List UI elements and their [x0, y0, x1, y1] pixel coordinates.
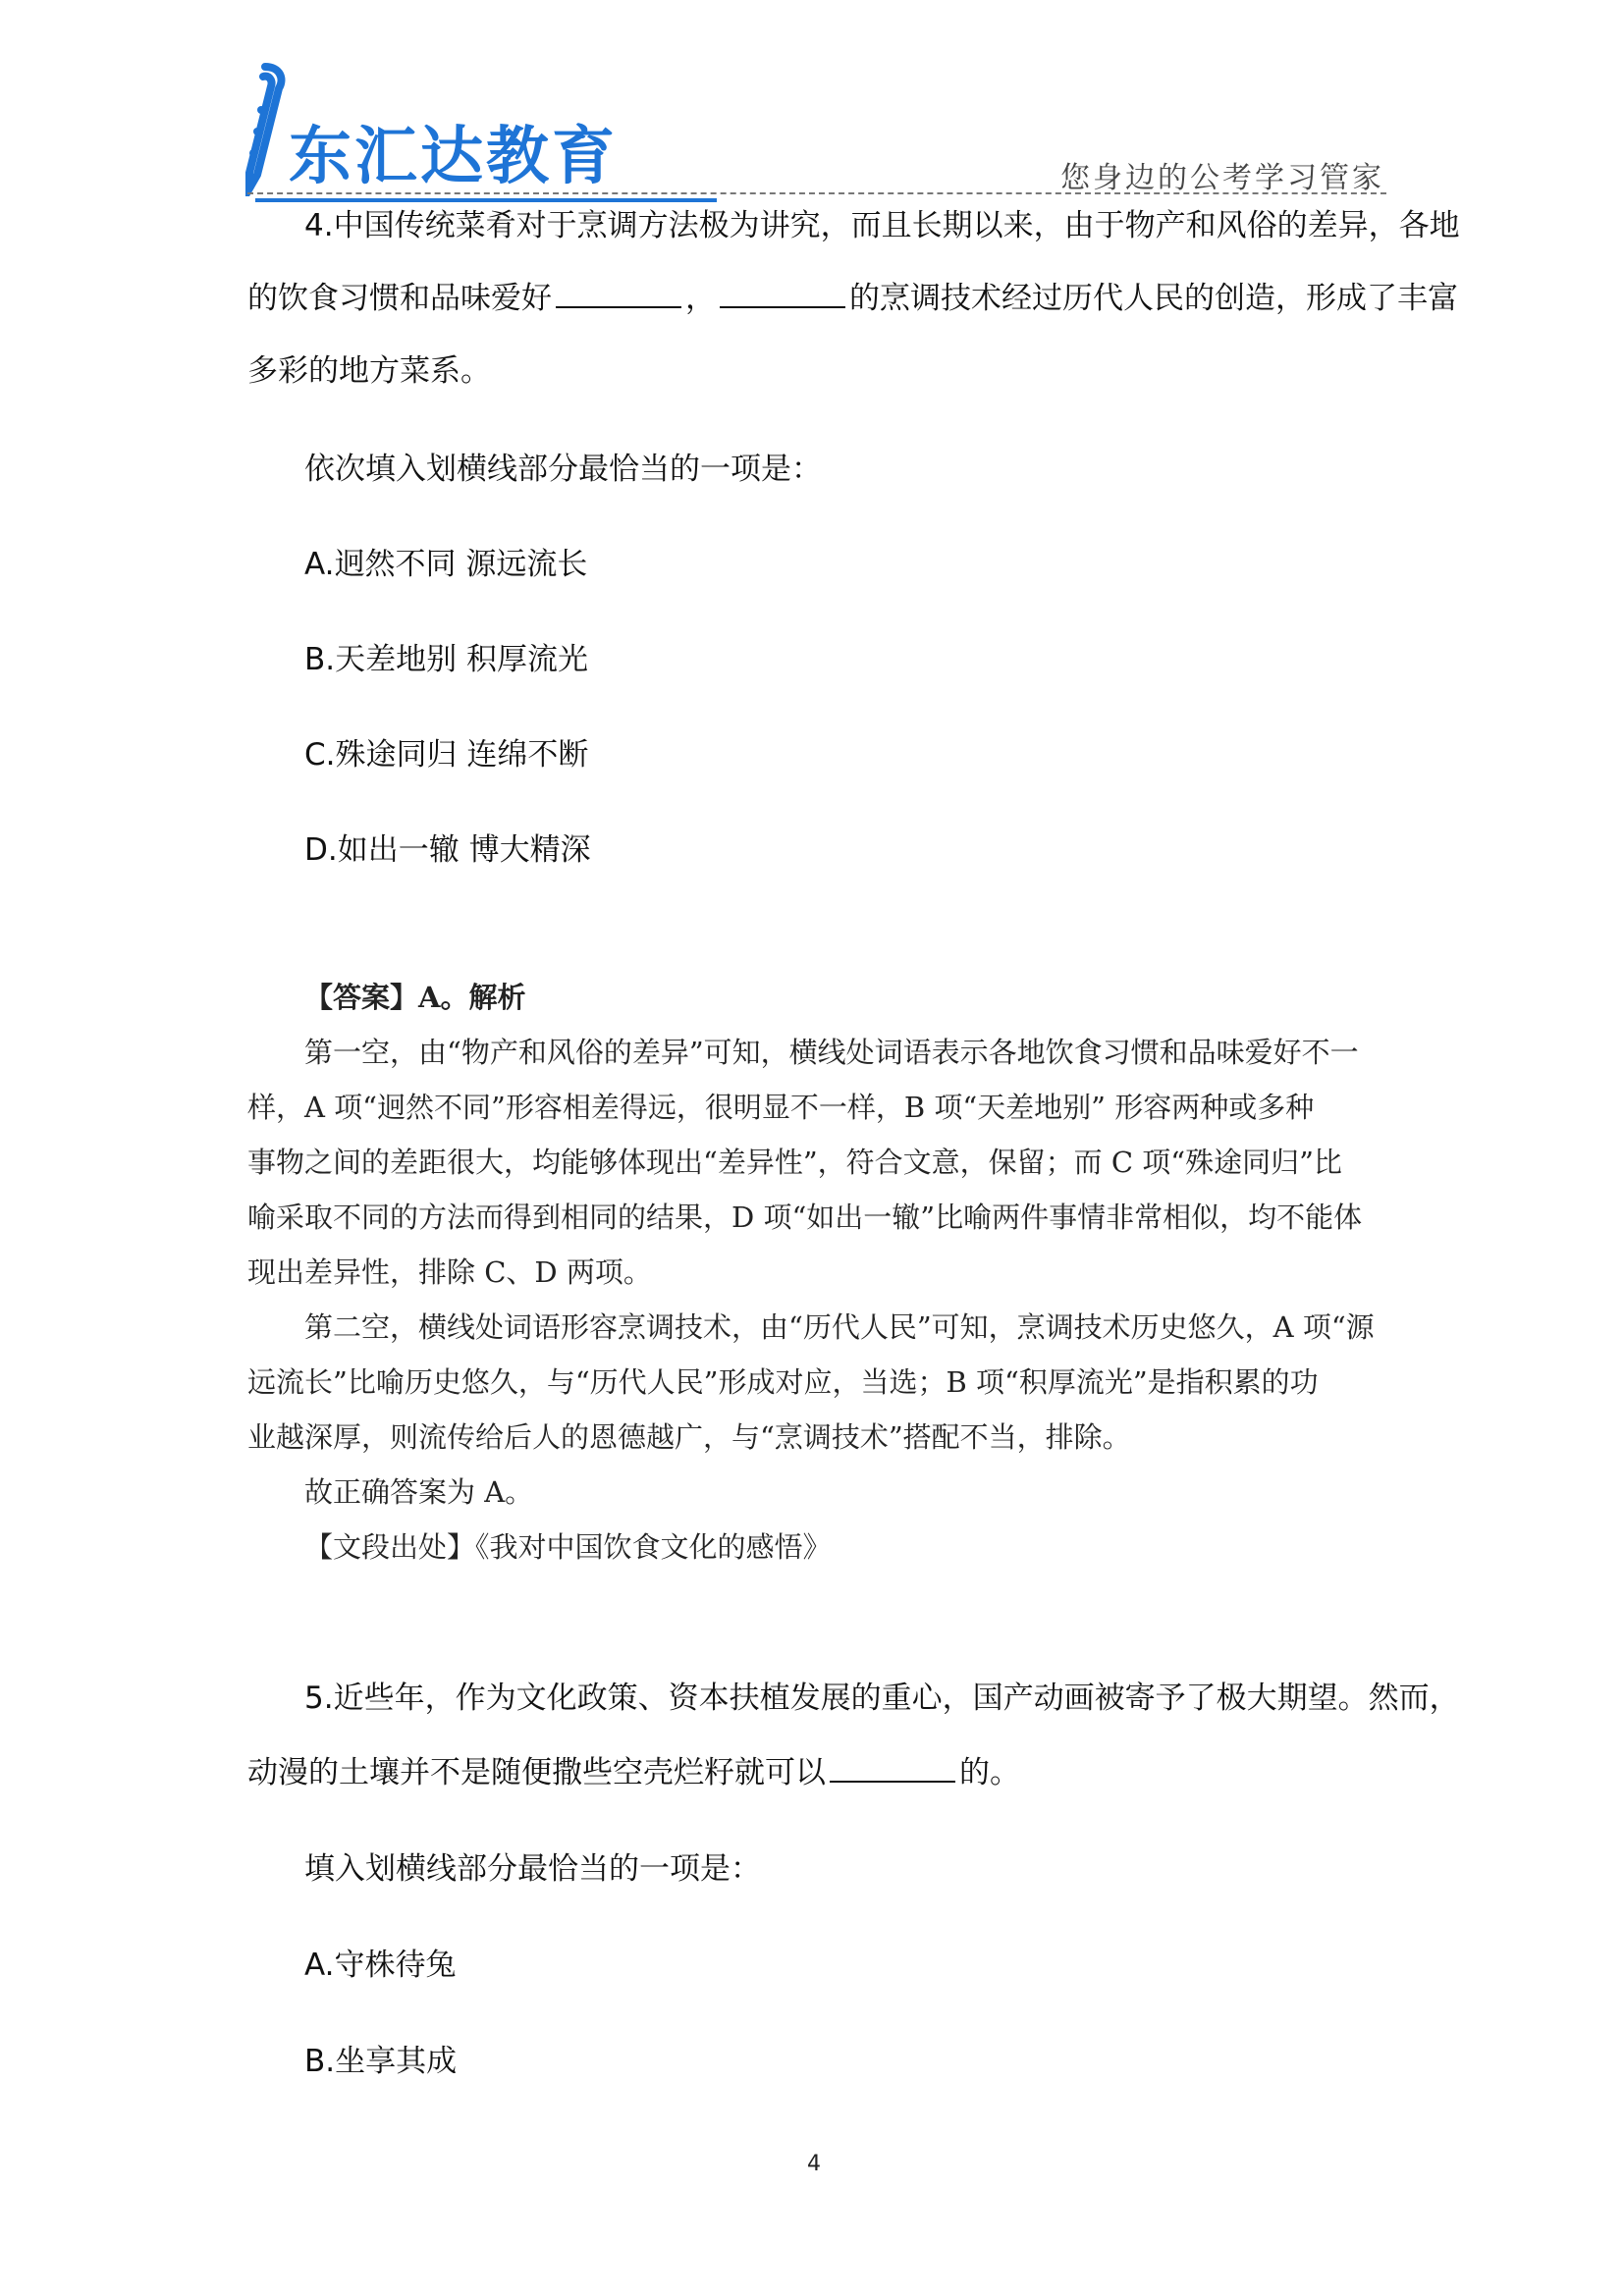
brand-logo	[236, 59, 697, 193]
analysis-line: 第一空，由“物产和风俗的差异”可知，横线处词语表示各地饮食习惯和品味爱好不一	[304, 1036, 1359, 1069]
q5-option-b: B.坐享其成	[304, 2044, 458, 2079]
page-number: 4	[807, 2152, 821, 2176]
header-divider	[247, 192, 1386, 194]
q5-line-1: 5.近些年，作为文化政策、资本扶植发展的重心，国产动画被寄予了极大期望。然而，	[304, 1681, 1460, 1716]
header-slogan: 您身边的公考学习管家	[1060, 161, 1384, 195]
q5-prompt: 填入划横线部分最恰当的一项是：	[304, 1851, 761, 1887]
analysis-line: 样，A 项“迥然不同”形容相差得远，很明显不一样，B 项“天差地别” 形容两种或多种	[247, 1091, 1315, 1124]
analysis-line: 事物之间的差距很大，均能够体现出“差异性”，符合文意，保留；而 C 项“殊途同归”比	[247, 1146, 1342, 1179]
q4-option-c: C.殊途同归 连绵不断	[304, 737, 589, 773]
logo-underline	[255, 198, 717, 202]
q4-line-2	[247, 279, 1458, 318]
analysis-line: 现出差异性，排除 C、D 两项。	[247, 1255, 652, 1289]
source-note: 【文段出处】《我对中国饮食文化的感悟》	[304, 1530, 832, 1564]
q4-option-d: D.如出一辙 博大精深	[304, 832, 591, 868]
q5-line-2-part-a: 动漫的土壤并不是随便撒些空壳烂籽就可以	[247, 1755, 826, 1790]
q4-option-b: B.天差地别 积厚流光	[304, 642, 588, 677]
q4-line-2-part-c: 的烹调技术经过历代人民的创造，形成了丰富	[849, 281, 1458, 316]
answer-conclusion: 故正确答案为 A。	[304, 1475, 534, 1509]
q4-line-3: 多彩的地方菜系。	[247, 353, 491, 389]
q5-line-2	[247, 1753, 1020, 1792]
q4-line-2-part-a: 的饮食习惯和品味爱好	[247, 281, 552, 316]
analysis-line: 第二空，横线处词语形容烹调技术，由“历代人民”可知，烹调技术历史悠久，A 项“源	[304, 1310, 1375, 1344]
logo-text: 东汇达教育	[289, 121, 618, 193]
q5-blank	[830, 1753, 955, 1783]
q5-line-2-part-b: 的。	[959, 1755, 1020, 1790]
q4-blank-1	[556, 279, 681, 308]
analysis-line: 远流长”比喻历史悠久，与“历代人民”形成对应，当选；B 项“积厚流光”是指积累的功	[247, 1365, 1319, 1399]
q4-blank-2	[720, 279, 845, 308]
page-header	[236, 39, 1384, 196]
analysis-line: 业越深厚，则流传给后人的恩德越广，与“烹调技术”搭配不当，排除。	[247, 1420, 1131, 1454]
answer-heading: 【答案】A。解析	[304, 981, 526, 1014]
analysis-line: 喻采取不同的方法而得到相同的结果，D 项“如出一辙”比喻两件事情非常相似，均不能体	[247, 1201, 1363, 1234]
q4-prompt: 依次填入划横线部分最恰当的一项是：	[304, 452, 822, 487]
q4-line-1: 4.中国传统菜肴对于烹调方法极为讲究，而且长期以来，由于物产和风俗的差异，各地	[304, 208, 1460, 243]
pen-icon	[236, 59, 295, 196]
q4-line-2-part-b: ，	[685, 281, 716, 316]
q4-option-a: A.迥然不同 源远流长	[304, 547, 588, 582]
q5-option-a: A.守株待兔	[304, 1948, 457, 1983]
